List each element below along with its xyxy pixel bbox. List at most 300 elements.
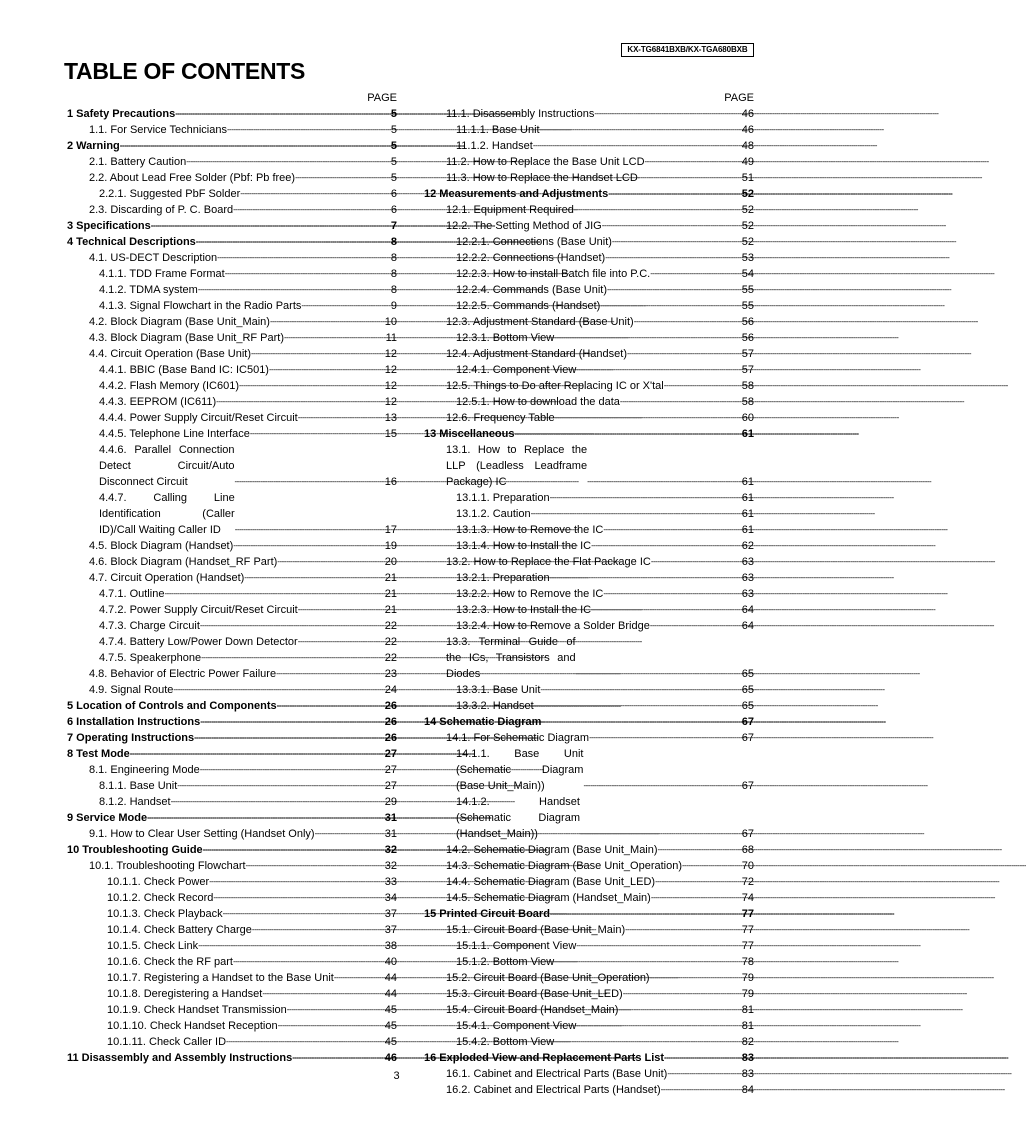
toc-entry-label: 9.1. How to Clear User Setting (Handset Only) — [89, 828, 315, 840]
toc-entry-label: 10.1.6. Check the RF part — [107, 956, 233, 968]
toc-entry-page: 48 — [741, 140, 754, 152]
toc-entry-label: 14.5. Schematic Diagram (Handset_Main) — [446, 892, 651, 904]
toc-entry-label: 4.4.4. Power Supply Circuit/Reset Circuit — [99, 412, 298, 424]
toc-entry-page: 65 — [741, 684, 754, 696]
toc-entry-label: 13.1. How to Replace the LLP (Leadless Leadframe Package) IC — [446, 444, 588, 488]
toc-entry[interactable] — [67, 490, 397, 538]
toc-entry[interactable] — [67, 410, 397, 426]
toc-entry-label: 15.1.1. Component View — [456, 940, 577, 952]
toc-entry[interactable] — [67, 122, 397, 138]
dot-leader — [217, 250, 390, 266]
dot-leader — [130, 746, 384, 762]
toc-entry-label: 12.3.1. Bottom View — [456, 332, 555, 344]
dot-leader — [175, 106, 390, 122]
toc-entry-page: 57 — [741, 364, 754, 376]
toc-entry[interactable] — [424, 954, 754, 970]
toc-entry-label: 12.2.2. Connections (Handset) — [456, 252, 606, 264]
toc-entry-label: 10.1.2. Check Record — [107, 892, 214, 904]
toc-entry-page: 67 — [741, 732, 754, 744]
toc-entry[interactable] — [424, 122, 754, 138]
dot-leader — [227, 122, 390, 138]
toc-entry[interactable] — [67, 890, 397, 906]
toc-entry[interactable] — [424, 682, 754, 698]
toc-entry[interactable] — [67, 1034, 397, 1050]
toc-entry[interactable] — [67, 794, 397, 810]
dot-leader — [576, 362, 740, 378]
toc-entry-page: 6 — [390, 204, 397, 216]
toc-entry[interactable] — [424, 538, 754, 554]
toc-entry[interactable] — [67, 378, 397, 394]
toc-entry-page: 56 — [741, 332, 754, 344]
dot-leader — [262, 986, 383, 1002]
toc-entry-label: 11.3. How to Replace the Handset LCD — [446, 172, 638, 184]
toc-entry-label: 4.4.1. BBIC (Base Band IC: IC501) — [99, 364, 269, 376]
dot-leader — [233, 202, 390, 218]
toc-entry-page: 61 — [741, 492, 754, 504]
dot-leader — [650, 266, 741, 282]
dot-leader — [533, 138, 741, 154]
toc-entry-page: 8 — [390, 268, 397, 280]
toc-entry[interactable] — [67, 602, 397, 618]
toc-entry-label: 11 Disassembly and Assembly Instructions — [67, 1052, 293, 1064]
toc-entry-label: 9 Service Mode — [67, 812, 148, 824]
toc-entry[interactable] — [424, 522, 754, 538]
toc-entry[interactable] — [67, 1018, 397, 1034]
toc-entry[interactable] — [67, 314, 397, 330]
toc-entry[interactable] — [424, 106, 754, 122]
toc-entry[interactable] — [67, 634, 397, 650]
toc-entry[interactable] — [424, 394, 754, 410]
toc-entry-label: 10.1.8. Deregistering a Handset — [107, 988, 263, 1000]
dot-leader — [269, 362, 384, 378]
dot-leader — [651, 554, 741, 570]
toc-entry-page: 78 — [741, 956, 754, 968]
toc-entry[interactable] — [67, 442, 397, 490]
toc-entry-label: 4.7.5. Speakerphone — [99, 652, 202, 664]
toc-entry[interactable] — [67, 666, 397, 682]
toc-entry-page: 67 — [741, 716, 754, 728]
dot-leader — [608, 186, 741, 202]
toc-entry[interactable] — [424, 410, 754, 426]
toc-entry[interactable] — [424, 634, 754, 682]
toc-entry-page: 21 — [384, 604, 397, 616]
toc-entry[interactable] — [67, 778, 397, 794]
toc-entry[interactable] — [67, 218, 397, 234]
toc-entry[interactable] — [67, 954, 397, 970]
toc-entry[interactable] — [67, 874, 397, 890]
toc-entry[interactable] — [424, 842, 754, 858]
toc-entry[interactable] — [424, 202, 754, 218]
toc-entry-label: 12 Measurements and Adjustments — [424, 188, 609, 200]
toc-entry[interactable] — [67, 234, 397, 250]
toc-entry-label: 2.1. Battery Caution — [89, 156, 187, 168]
toc-entry-page: 12 — [384, 364, 397, 376]
toc-entry-label: 4.4.5. Telephone Line Interface — [99, 428, 250, 440]
toc-entry-page: 79 — [741, 988, 754, 1000]
toc-entry[interactable] — [67, 266, 397, 282]
dot-leader — [550, 570, 741, 586]
page-column-label: PAGE — [367, 92, 397, 104]
dot-leader — [198, 938, 384, 954]
toc-entry-label: 10.1.3. Check Playback — [107, 908, 223, 920]
toc-entry-page: 12 — [384, 396, 397, 408]
toc-entry-label: 4.7. Circuit Operation (Handset) — [89, 572, 245, 584]
toc-entry-page: 12 — [384, 348, 397, 360]
toc-entry-label: 13.3.1. Base Unit — [456, 684, 541, 696]
toc-entry[interactable] — [424, 490, 754, 506]
model-number-box: KX-TG6841BXB/KX-TGA680BXB — [621, 43, 754, 57]
toc-entry[interactable] — [424, 1034, 754, 1050]
dot-leader — [270, 314, 384, 330]
toc-entry-page: 8 — [390, 236, 397, 248]
toc-entry[interactable] — [67, 970, 397, 986]
dot-leader — [515, 426, 741, 442]
toc-entry-page: 37 — [384, 908, 397, 920]
toc-entry-page: 5 — [390, 172, 397, 184]
toc-entry[interactable] — [424, 250, 754, 266]
toc-entry-page: 10 — [384, 316, 397, 328]
toc-entry-label: 4.9. Signal Route — [89, 684, 174, 696]
dot-leader — [583, 778, 740, 794]
dot-leader — [223, 906, 384, 922]
toc-entry-page: 52 — [741, 236, 754, 248]
toc-entry[interactable] — [424, 298, 754, 314]
toc-entry[interactable] — [67, 154, 397, 170]
toc-entry-page: 62 — [741, 540, 754, 552]
toc-entry-page: 26 — [384, 732, 397, 744]
toc-entry-page: 45 — [384, 1020, 397, 1032]
toc-entry-label: 4.2. Block Diagram (Base Unit_Main) — [89, 316, 270, 328]
toc-entry-page: 49 — [741, 156, 754, 168]
toc-entry[interactable] — [67, 762, 397, 778]
dot-leader — [664, 1050, 741, 1066]
toc-entry-label: 12.2.5. Commands (Handset) — [456, 300, 601, 312]
toc-entry-label: 10.1. Troubleshooting Flowchart — [89, 860, 246, 872]
toc-entry[interactable] — [67, 362, 397, 378]
dot-leader — [120, 138, 390, 154]
toc-entry[interactable] — [67, 586, 397, 602]
toc-entry-label: 8 Test Mode — [67, 748, 130, 760]
dot-leader — [623, 986, 741, 1002]
dot-leader — [171, 794, 384, 810]
toc-entry[interactable] — [424, 1002, 754, 1018]
toc-entry[interactable] — [424, 698, 754, 714]
toc-entry-page: 83 — [741, 1068, 754, 1080]
toc-entry-label: 4.4. Circuit Operation (Base Unit) — [89, 348, 252, 360]
toc-entry-page: 24 — [384, 684, 397, 696]
toc-entry[interactable] — [424, 362, 754, 378]
toc-entry[interactable] — [67, 538, 397, 554]
toc-entry-label: 14.1.1. Base Unit (Schematic Diagram (Base Unit_Main)) — [456, 748, 584, 792]
toc-entry[interactable] — [67, 1002, 397, 1018]
toc-entry-page: 13 — [384, 412, 397, 424]
dot-leader — [618, 1002, 740, 1018]
toc-entry[interactable] — [67, 106, 397, 122]
toc-entry-label: 15.4.1. Component View — [456, 1020, 577, 1032]
toc-entry[interactable] — [424, 746, 754, 794]
toc-entry[interactable] — [424, 938, 754, 954]
toc-entry[interactable] — [424, 858, 754, 874]
dot-leader — [186, 154, 390, 170]
toc-entry-page: 81 — [741, 1020, 754, 1032]
toc-entry-page: 46 — [384, 1052, 397, 1064]
toc-entry-page: 8 — [390, 252, 397, 264]
toc-entry[interactable] — [424, 554, 754, 570]
toc-entry-label: 13.2.4. How to Remove a Solder Bridge — [456, 620, 650, 632]
toc-entry[interactable] — [424, 602, 754, 618]
toc-entry[interactable] — [424, 266, 754, 282]
toc-entry[interactable] — [67, 426, 397, 442]
toc-entry[interactable] — [67, 906, 397, 922]
dot-leader — [252, 922, 384, 938]
toc-entry-label: 15 Printed Circuit Board — [424, 908, 550, 920]
toc-entry-label: 1.1. For Service Technicians — [89, 124, 227, 136]
dot-leader — [576, 1018, 740, 1034]
toc-entry-page: 40 — [384, 956, 397, 968]
toc-entry-page: 6 — [390, 188, 397, 200]
dot-leader — [194, 730, 384, 746]
toc-entry[interactable] — [424, 586, 754, 602]
toc-entry-page: 5 — [390, 108, 397, 120]
toc-entry-label: 12.6. Frequency Table — [446, 412, 555, 424]
toc-entry-label: 12.3. Adjustment Standard (Base Unit) — [446, 316, 634, 328]
toc-entry-page: 77 — [741, 940, 754, 952]
toc-entry[interactable] — [424, 714, 754, 730]
toc-entry-label: 11.2. How to Replace the Base Unit LCD — [446, 156, 645, 168]
dot-leader — [531, 506, 741, 522]
toc-entry[interactable] — [67, 202, 397, 218]
toc-entry-label: 12.2.3. How to install Batch file into P.C. — [456, 268, 651, 280]
toc-entry[interactable] — [424, 1082, 754, 1098]
toc-entry-label: 10.1.7. Registering a Handset to the Base Unit — [107, 972, 334, 984]
toc-entry-label: 10.1.10. Check Handset Reception — [107, 1020, 278, 1032]
toc-entry[interactable] — [67, 826, 397, 842]
toc-entry[interactable] — [424, 346, 754, 362]
toc-entry-page: 58 — [741, 396, 754, 408]
toc-entry[interactable] — [424, 906, 754, 922]
dot-leader — [554, 330, 741, 346]
toc-entry-page: 63 — [741, 588, 754, 600]
dot-leader — [246, 858, 384, 874]
dot-leader — [196, 234, 390, 250]
toc-entry[interactable] — [67, 618, 397, 634]
toc-entry[interactable] — [67, 730, 397, 746]
page-number: 3 — [393, 1070, 400, 1082]
toc-entry-label: 8.1.1. Base Unit — [99, 780, 178, 792]
toc-entry[interactable] — [424, 138, 754, 154]
toc-entry[interactable] — [67, 922, 397, 938]
dot-leader — [591, 602, 741, 618]
dot-leader — [603, 586, 740, 602]
toc-entry-label: 13.3.2. Handset — [456, 700, 534, 712]
toc-entry[interactable] — [424, 1018, 754, 1034]
toc-entry[interactable] — [424, 1050, 754, 1066]
toc-entry-label: 6 Installation Instructions — [67, 716, 201, 728]
toc-entry[interactable] — [67, 682, 397, 698]
toc-entry[interactable] — [67, 698, 397, 714]
toc-entry-page: 8 — [390, 284, 397, 296]
toc-entry[interactable] — [67, 250, 397, 266]
toc-entry[interactable] — [424, 890, 754, 906]
toc-entry[interactable] — [424, 314, 754, 330]
toc-entry-label: 4.1.2. TDMA system — [99, 284, 198, 296]
toc-entry[interactable] — [424, 330, 754, 346]
toc-entry[interactable] — [67, 346, 397, 362]
dot-leader — [244, 570, 383, 586]
dot-leader — [664, 378, 741, 394]
toc-entry[interactable] — [424, 186, 754, 202]
toc-entry[interactable] — [424, 874, 754, 890]
toc-entry-label: 12.1. Equipment Required — [446, 204, 574, 216]
page-column-label: PAGE — [724, 92, 754, 104]
toc-entry[interactable] — [67, 938, 397, 954]
dot-leader — [645, 154, 741, 170]
toc-entry[interactable] — [424, 794, 754, 842]
toc-entry-page: 45 — [384, 1004, 397, 1016]
toc-entry-page: 26 — [384, 700, 397, 712]
toc-entry-page: 27 — [384, 748, 397, 760]
toc-entry-label: 3 Specifications — [67, 220, 151, 232]
toc-entry[interactable] — [424, 618, 754, 634]
dot-leader — [209, 874, 384, 890]
dot-leader — [250, 426, 384, 442]
toc-entry[interactable] — [424, 506, 754, 522]
toc-entry-label: 4.7.1. Outline — [99, 588, 165, 600]
toc-entry-label: 5 Location of Controls and Components — [67, 700, 277, 712]
toc-entry-label: 1 Safety Precautions — [67, 108, 176, 120]
toc-entry[interactable] — [67, 842, 397, 858]
toc-entry[interactable] — [424, 378, 754, 394]
toc-entry-label: 13.1.1. Preparation — [456, 492, 550, 504]
toc-entry[interactable] — [67, 138, 397, 154]
toc-entry-page: 64 — [741, 604, 754, 616]
toc-entry[interactable] — [424, 154, 754, 170]
toc-entry-label: 13 Miscellaneous — [424, 428, 515, 440]
toc-column-left — [67, 90, 397, 1066]
toc-entry-page: 67 — [741, 780, 754, 792]
toc-entry-page: 65 — [741, 668, 754, 680]
toc-entry[interactable] — [67, 554, 397, 570]
toc-entry-label: 12.5. Things to Do after Replacing IC or X'tal — [446, 380, 664, 392]
toc-entry-label: 4.1. US-DECT Description — [89, 252, 218, 264]
toc-entry-page: 54 — [741, 268, 754, 280]
toc-entry-page: 46 — [741, 108, 754, 120]
toc-entry-page: 7 — [390, 220, 397, 232]
toc-entry[interactable] — [424, 730, 754, 746]
toc-entry-label: 13.3. Terminal Guide of the ICs, Transistors and Diodes — [446, 636, 576, 680]
toc-entry[interactable] — [424, 970, 754, 986]
toc-entry-label: 2.2.1. Suggested PbF Solder — [99, 188, 241, 200]
toc-entry[interactable] — [424, 442, 754, 490]
toc-entry-label: 16.1. Cabinet and Electrical Parts (Base Unit) — [446, 1068, 668, 1080]
dot-leader — [298, 410, 384, 426]
toc-entry[interactable] — [67, 282, 397, 298]
toc-entry[interactable] — [424, 234, 754, 250]
toc-entry[interactable] — [67, 858, 397, 874]
toc-entry-page: 5 — [390, 124, 397, 136]
toc-entry[interactable] — [424, 426, 754, 442]
toc-entry[interactable] — [424, 922, 754, 938]
toc-entry[interactable] — [424, 282, 754, 298]
dot-leader — [576, 666, 741, 682]
dot-leader — [650, 970, 741, 986]
toc-entry-label: 15.1. Circuit Board (Base Unit_Main) — [446, 924, 626, 936]
toc-entry-page: 33 — [384, 876, 397, 888]
dot-leader — [225, 266, 390, 282]
toc-entry[interactable] — [424, 986, 754, 1002]
toc-entry-label: 15.4.2. Bottom View — [456, 1036, 555, 1048]
page-title: TABLE OF CONTENTS — [64, 58, 306, 84]
toc-entry[interactable] — [67, 170, 397, 186]
toc-entry-label: 13.2.3. How to Install the IC — [456, 604, 592, 616]
toc-entry[interactable] — [67, 298, 397, 314]
toc-entry-page: 81 — [741, 1004, 754, 1016]
toc-entry-page: 58 — [741, 380, 754, 392]
dot-leader — [540, 682, 740, 698]
dot-leader — [603, 522, 740, 538]
toc-entry[interactable] — [424, 170, 754, 186]
toc-entry-label: 4.7.4. Battery Low/Power Down Detector — [99, 636, 298, 648]
toc-entry-label: 14.3. Schematic Diagram (Base Unit_Operation) — [446, 860, 682, 872]
toc-entry-page: 29 — [384, 796, 397, 808]
toc-entry-label: 13.1.4. How to Install the IC — [456, 540, 592, 552]
dot-leader — [301, 298, 389, 314]
dot-leader — [203, 842, 384, 858]
dot-leader — [200, 714, 384, 730]
toc-entry-page: 5 — [390, 156, 397, 168]
dot-leader — [625, 922, 741, 938]
dot-leader — [201, 650, 384, 666]
dot-leader — [580, 826, 741, 842]
dot-leader — [650, 618, 741, 634]
toc-entry[interactable] — [67, 810, 397, 826]
dot-leader — [239, 378, 384, 394]
toc-entry[interactable] — [67, 330, 397, 346]
toc-entry-label: 4.3. Block Diagram (Base Unit_RF Part) — [89, 332, 285, 344]
dot-leader — [594, 106, 740, 122]
toc-entry-label: 14.1. For Schematic Diagram — [446, 732, 590, 744]
dot-leader — [334, 970, 384, 986]
dot-leader — [278, 1018, 384, 1034]
toc-entry-label: 14.1.2. Handset (Schematic Diagram (Handset_Main)) — [456, 796, 580, 840]
toc-entry[interactable] — [67, 1050, 397, 1066]
toc-entry[interactable] — [67, 746, 397, 762]
toc-entry-page: 72 — [741, 876, 754, 888]
toc-entry-label: 8.1.2. Handset — [99, 796, 171, 808]
toc-entry-page: 67 — [741, 828, 754, 840]
toc-entry[interactable] — [67, 650, 397, 666]
toc-entry[interactable] — [424, 570, 754, 586]
toc-entry[interactable] — [67, 714, 397, 730]
toc-entry-label: 13.1.3. How to Remove the IC — [456, 524, 604, 536]
dot-leader — [550, 906, 741, 922]
toc-entry[interactable] — [67, 986, 397, 1002]
toc-entry-page: 21 — [384, 588, 397, 600]
toc-entry-label: 4.4.3. EEPROM (IC611) — [99, 396, 217, 408]
toc-entry-page: 32 — [384, 860, 397, 872]
toc-entry-label: 10.1.4. Check Battery Charge — [107, 924, 252, 936]
toc-entry-page: 27 — [384, 780, 397, 792]
toc-entry[interactable] — [67, 570, 397, 586]
toc-entry-page: 70 — [741, 860, 754, 872]
toc-entry-page: 77 — [741, 924, 754, 936]
dot-leader — [295, 170, 390, 186]
toc-entry[interactable] — [424, 218, 754, 234]
toc-entry[interactable] — [67, 394, 397, 410]
toc-entry[interactable] — [67, 186, 397, 202]
toc-entry-page: 22 — [384, 652, 397, 664]
toc-entry-label: 4.4.2. Flash Memory (IC601) — [99, 380, 239, 392]
